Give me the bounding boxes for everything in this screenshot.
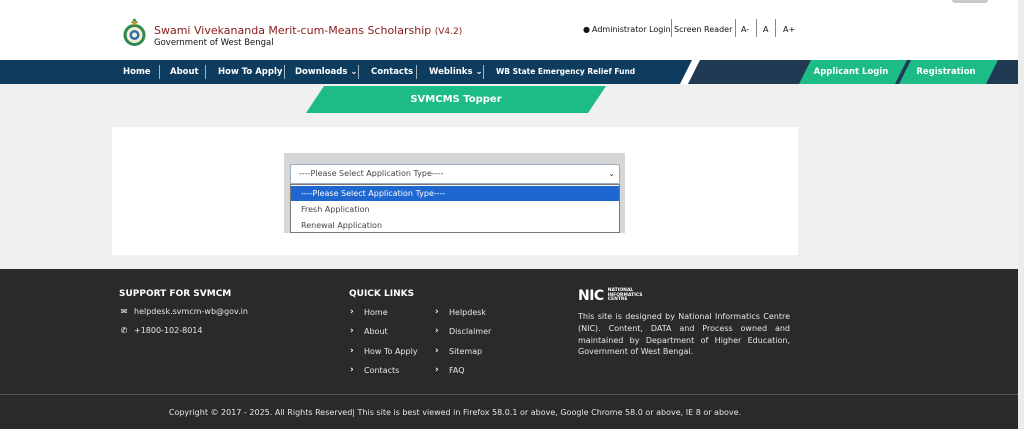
nav-contacts[interactable]: Contacts — [371, 67, 414, 77]
nic-logo-lines — [608, 289, 643, 303]
site-subtitle: Government of West Bengal — [154, 38, 274, 48]
admin-login-label: Administrator Login — [591, 24, 671, 34]
footer-link-how-to-apply[interactable] — [350, 346, 418, 356]
admin-login-link[interactable] — [583, 22, 671, 36]
util-divider — [756, 19, 757, 37]
nav-divider — [358, 65, 359, 79]
link-label: Contacts — [364, 365, 400, 375]
nic-description: This site is designed by National Informatics Centre (NIC). Content, DATA and Process owned and maintained by Department of Higher Education, Government of West Bengal. — [578, 312, 790, 357]
select-value: ----Please Select Application Type---- — [299, 169, 444, 178]
site-header — [0, 0, 1018, 60]
nic-logo-word: NIC — [578, 288, 604, 304]
nic-logo — [578, 288, 658, 304]
nav-divider — [416, 65, 417, 79]
user-icon: ● — [583, 24, 590, 34]
application-type-select[interactable] — [290, 164, 620, 184]
nic-logo-line: CENTRE — [607, 297, 628, 303]
quick-links-heading: QUICK LINKS — [349, 289, 415, 299]
registration-button[interactable]: Registration — [916, 67, 976, 77]
footer-link-disclaimer[interactable] — [435, 326, 491, 336]
window-edge — [1018, 0, 1024, 429]
phone-icon: ✆ — [120, 326, 128, 335]
link-label: Helpdesk — [449, 307, 487, 317]
support-phone — [119, 326, 202, 335]
nav-divider — [483, 65, 484, 79]
option-placeholder[interactable]: ----Please Select Application Type---- — [291, 186, 619, 201]
envelope-icon: ✉ — [120, 307, 128, 316]
link-label: FAQ — [449, 365, 465, 375]
main-nav — [0, 60, 1018, 84]
nic-logo-line: NATIONAL — [607, 287, 634, 293]
support-heading: SUPPORT FOR SVMCM — [119, 289, 232, 299]
nav-weblinks[interactable]: Weblinks ⌄ — [429, 67, 483, 77]
link-label: Sitemap — [449, 346, 483, 356]
footer-link-helpdesk[interactable] — [435, 307, 486, 317]
support-email[interactable] — [119, 307, 248, 316]
footer-divider — [0, 394, 1018, 395]
nav-downloads[interactable]: Downloads ⌄ — [295, 67, 358, 77]
link-label: Disclaimer — [449, 326, 492, 336]
copyright-text: Copyright © 2017 - 2025. All Rights Reserved| This site is best viewed in Firefox 58.0.1 or above, Google Chrome 58.0 or above, IE 8 or above. — [168, 408, 742, 417]
phone-text: +1800-102-8014 — [134, 326, 203, 335]
footer-link-sitemap[interactable] — [435, 346, 482, 356]
chevron-right-icon: › — [350, 326, 354, 336]
footer-link-contacts[interactable] — [350, 365, 399, 375]
footer-link-about[interactable] — [350, 326, 388, 336]
version-text: (V4.2) — [434, 27, 463, 37]
chevron-right-icon: › — [435, 326, 439, 336]
util-divider — [735, 19, 736, 37]
chevron-down-icon: ⌄ — [608, 169, 615, 178]
nav-relief-fund[interactable]: WB State Emergency Relief Fund — [496, 67, 636, 76]
link-label: About — [364, 326, 388, 336]
nav-home[interactable]: Home — [123, 67, 151, 77]
footer-link-faq[interactable] — [435, 365, 465, 375]
application-type-dropdown — [290, 184, 620, 233]
chevron-right-icon: › — [435, 346, 439, 356]
nic-logo-line: INFORMATICS — [607, 292, 643, 298]
nav-divider — [284, 65, 285, 79]
screen-reader-link[interactable]: Screen Reader — [674, 24, 733, 34]
chevron-right-icon: › — [435, 307, 439, 317]
title-text: Swami Vivekananda Merit-cum-Means Scholarship — [154, 24, 432, 37]
nav-about[interactable]: About — [170, 67, 199, 77]
link-label: How To Apply — [364, 346, 418, 356]
font-normal-button[interactable]: A — [763, 24, 769, 34]
nav-how-to-apply[interactable]: How To Apply — [218, 67, 283, 77]
site-title — [154, 24, 462, 37]
footer-link-home[interactable] — [350, 307, 388, 317]
nav-divider — [159, 65, 160, 79]
util-divider — [775, 19, 776, 37]
link-label: Home — [364, 307, 388, 317]
util-divider — [671, 19, 672, 37]
email-text: helpdesk.svmcm-wb@gov.in — [134, 307, 248, 316]
page-title: SVMCMS Topper — [410, 94, 502, 105]
west-bengal-emblem-icon — [121, 17, 148, 49]
font-increase-button[interactable]: A+ — [783, 24, 796, 34]
chevron-right-icon: › — [350, 365, 354, 375]
chevron-right-icon: › — [350, 307, 354, 317]
applicant-login-button[interactable]: Applicant Login — [813, 67, 889, 77]
font-decrease-button[interactable]: A- — [741, 24, 750, 34]
chevron-right-icon: › — [350, 346, 354, 356]
top-scroll-tab — [952, 0, 988, 3]
option-fresh-application[interactable]: Fresh Application — [301, 205, 370, 214]
chevron-right-icon: › — [435, 365, 439, 375]
nav-divider — [205, 65, 206, 79]
option-renewal-application[interactable]: Renewal Application — [301, 221, 383, 230]
